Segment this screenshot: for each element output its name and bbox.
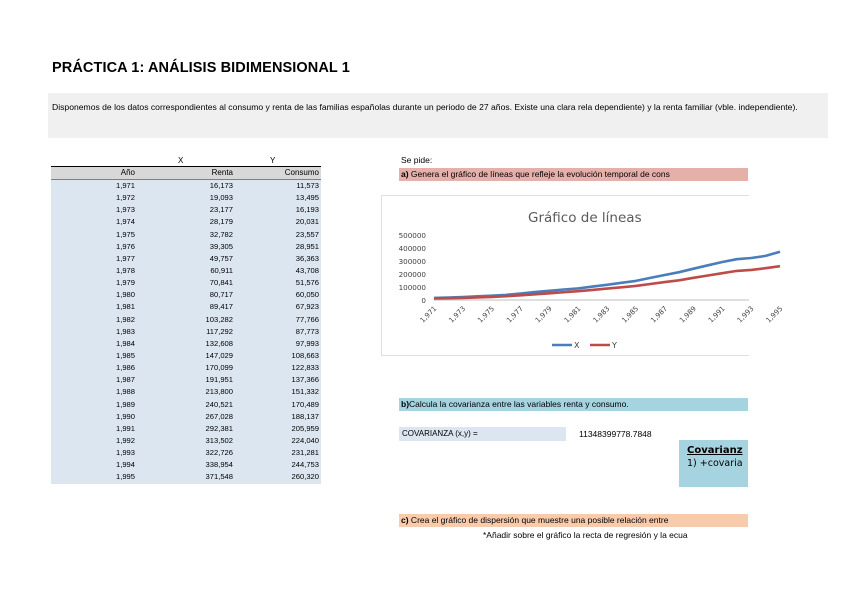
x-tick-label: 1,979 xyxy=(533,304,554,325)
x-tick-label: 1,971 xyxy=(418,304,439,325)
cell-year[interactable]: 1,973 xyxy=(115,205,135,215)
x-tick-label: 1,987 xyxy=(649,304,670,325)
cell-renta[interactable]: 292,381 xyxy=(205,423,233,433)
x-tick-label: 1,981 xyxy=(562,304,583,325)
table-row xyxy=(51,289,321,301)
cell-consumo[interactable]: 51,576 xyxy=(295,278,319,288)
cell-year[interactable]: 1,993 xyxy=(115,448,135,458)
cell-consumo[interactable]: 20,031 xyxy=(295,217,319,227)
cell-consumo[interactable]: 137,366 xyxy=(291,375,319,385)
cell-consumo[interactable]: 43,708 xyxy=(295,265,319,275)
cell-consumo[interactable]: 224,040 xyxy=(291,435,319,445)
cell-year[interactable]: 1,971 xyxy=(115,181,135,190)
y-tick-label: 300000 xyxy=(398,257,426,266)
table-row xyxy=(51,399,321,411)
table-row xyxy=(51,265,321,277)
legend-label-y: Y xyxy=(612,341,617,350)
cell-renta[interactable]: 213,800 xyxy=(205,387,233,397)
cell-consumo[interactable]: 67,923 xyxy=(295,302,319,312)
cell-renta[interactable]: 117,292 xyxy=(206,326,233,336)
y-tick-label: 500000 xyxy=(398,231,426,240)
covariance-note-box[interactable] xyxy=(679,440,748,487)
cell-renta[interactable]: 39,305 xyxy=(209,241,233,251)
cell-consumo[interactable]: 23,557 xyxy=(295,229,319,239)
table-row xyxy=(51,192,321,204)
table-row xyxy=(51,459,321,471)
table-row xyxy=(51,435,321,447)
cell-year[interactable]: 1,987 xyxy=(115,375,135,385)
task-b-letter: b) xyxy=(401,399,410,409)
cell-year[interactable]: 1,986 xyxy=(115,363,135,373)
intro-cell[interactable] xyxy=(48,93,828,138)
x-tick-label: 1,975 xyxy=(476,304,497,325)
x-tick-label: 1,989 xyxy=(678,304,698,325)
cell-year[interactable]: 1,978 xyxy=(115,265,135,275)
table-row xyxy=(51,338,321,350)
se-pide-label: Se pide: xyxy=(401,155,433,165)
table-row xyxy=(51,386,321,398)
cell-year[interactable]: 1,989 xyxy=(115,399,135,409)
x-tick-label: 1,983 xyxy=(591,304,612,325)
cell-renta[interactable]: 313,502 xyxy=(205,435,233,445)
cell-consumo[interactable]: 108,663 xyxy=(291,350,319,360)
table-row xyxy=(51,374,321,386)
cell-year[interactable]: 1,981 xyxy=(115,302,135,312)
x-tick-label: 1,985 xyxy=(620,304,641,325)
cell-renta[interactable]: 240,521 xyxy=(205,399,233,409)
task-b-cell[interactable] xyxy=(399,398,748,411)
task-c-text: Crea el gráfico de dispersión que muestre una posible relación entre xyxy=(408,515,669,525)
cell-renta[interactable]: 28,179 xyxy=(209,217,233,227)
header-renta[interactable]: Renta xyxy=(211,168,233,177)
cell-year[interactable]: 1,979 xyxy=(115,278,135,288)
table-row xyxy=(51,180,321,192)
cell-renta[interactable]: 60,911 xyxy=(210,265,233,275)
table-row xyxy=(51,229,321,241)
table-row xyxy=(51,277,321,289)
cell-year[interactable]: 1,991 xyxy=(115,423,135,433)
cell-consumo[interactable]: 151,332 xyxy=(291,387,319,397)
cell-year[interactable]: 1,995 xyxy=(115,472,135,482)
header-consumo[interactable]: Consumo xyxy=(284,168,319,177)
line-chart[interactable] xyxy=(381,195,785,356)
task-a-text: Genera el gráfico de líneas que refleje la evolución temporal de cons xyxy=(408,169,670,179)
header-year[interactable]: Año xyxy=(120,168,135,177)
regression-note: *Añadir sobre el gráfico la recta de regresión y la ecua xyxy=(483,530,688,540)
cell-renta[interactable]: 89,417 xyxy=(209,302,233,312)
cell-year[interactable]: 1,988 xyxy=(115,387,135,397)
table-row xyxy=(51,471,321,483)
table-row xyxy=(51,253,321,265)
cell-year[interactable]: 1,985 xyxy=(115,350,135,360)
cell-year[interactable]: 1,992 xyxy=(115,435,135,445)
cell-consumo[interactable]: 170,489 xyxy=(291,399,319,409)
x-tick-label: 1,993 xyxy=(735,304,756,325)
cell-consumo[interactable]: 97,993 xyxy=(295,338,319,348)
y-tick-label: 0 xyxy=(421,296,426,305)
y-tick-label: 400000 xyxy=(398,244,426,253)
cell-consumo[interactable]: 87,773 xyxy=(295,326,319,336)
cell-renta[interactable]: 147,029 xyxy=(205,350,233,360)
cell-renta[interactable]: 371,548 xyxy=(205,472,233,482)
cell-consumo[interactable]: 60,050 xyxy=(295,290,319,300)
cell-consumo[interactable]: 16,193 xyxy=(295,205,319,215)
task-c-cell[interactable] xyxy=(399,514,748,527)
cell-consumo[interactable]: 205,959 xyxy=(291,423,319,433)
cell-year[interactable]: 1,977 xyxy=(115,253,135,263)
cell-renta[interactable]: 267,028 xyxy=(205,411,233,421)
chart-title: Gráfico de líneas xyxy=(528,210,642,226)
series-line-y xyxy=(434,266,780,298)
covariance-label-cell[interactable] xyxy=(399,427,566,441)
series-line-x xyxy=(434,252,780,298)
x-variable-label: X xyxy=(178,156,184,165)
cell-year[interactable]: 1,980 xyxy=(115,290,135,300)
table-header xyxy=(51,166,321,180)
intro-text: Disponemos de los datos correspondientes al consumo y renta de las familias españolas durante un periodo de 27 años. Existe una clara rela dependiente) y la renta familiar (vble. independiente). xyxy=(52,102,798,112)
table-row xyxy=(51,362,321,374)
y-variable-label: Y xyxy=(270,156,276,165)
y-tick-label: 100000 xyxy=(398,283,426,292)
table-row xyxy=(51,326,321,338)
cell-renta[interactable]: 103,282 xyxy=(205,314,233,324)
page-title: PRÁCTICA 1: ANÁLISIS BIDIMENSIONAL 1 xyxy=(52,60,350,76)
cell-year[interactable]: 1,982 xyxy=(115,314,135,324)
cell-consumo[interactable]: 11,573 xyxy=(296,181,319,190)
cell-consumo[interactable]: 122,833 xyxy=(291,363,319,373)
cell-renta[interactable]: 132,608 xyxy=(205,338,233,348)
cell-renta[interactable]: 191,951 xyxy=(205,375,233,385)
cell-consumo[interactable]: 36,363 xyxy=(295,253,319,263)
line-chart-svg xyxy=(382,196,785,355)
task-a-cell[interactable] xyxy=(399,168,748,181)
table-row xyxy=(51,447,321,459)
cell-renta[interactable]: 80,717 xyxy=(209,290,233,300)
cell-consumo[interactable]: 231,281 xyxy=(291,448,319,458)
legend-label-x: X xyxy=(574,341,580,350)
table-body xyxy=(51,180,321,484)
table-row xyxy=(51,301,321,313)
cell-consumo[interactable]: 188,137 xyxy=(291,411,319,421)
x-tick-label: 1,977 xyxy=(505,304,525,325)
x-tick-label: 1,973 xyxy=(447,304,468,325)
x-tick-label: 1,991 xyxy=(706,304,727,325)
cell-consumo[interactable]: 260,320 xyxy=(291,472,319,482)
cell-renta[interactable]: 49,757 xyxy=(209,253,233,263)
table-row xyxy=(51,411,321,423)
cell-year[interactable]: 1,994 xyxy=(115,460,135,470)
cell-year[interactable]: 1,974 xyxy=(115,217,135,227)
table-row xyxy=(51,350,321,362)
covariance-label: COVARIANZA (x,y) = xyxy=(402,429,478,438)
table-row xyxy=(51,204,321,216)
table-row xyxy=(51,314,321,326)
cell-year[interactable]: 1,984 xyxy=(115,338,135,348)
cell-renta[interactable]: 322,726 xyxy=(205,448,233,458)
cell-consumo[interactable]: 77,766 xyxy=(295,314,319,324)
cell-renta[interactable]: 32,782 xyxy=(209,229,233,239)
variable-labels xyxy=(51,154,321,166)
task-c-letter: c) xyxy=(401,515,409,525)
cell-renta[interactable]: 338,954 xyxy=(205,460,233,470)
cell-renta[interactable]: 170,099 xyxy=(205,363,233,373)
table-row xyxy=(51,423,321,435)
table-row xyxy=(51,241,321,253)
cell-year[interactable]: 1,983 xyxy=(115,326,135,336)
cell-renta[interactable]: 16,173 xyxy=(209,181,233,190)
covariance-note-title: Covarianz xyxy=(687,445,743,456)
cell-consumo[interactable]: 244,753 xyxy=(291,460,319,470)
cell-year[interactable]: 1,976 xyxy=(115,241,135,251)
data-table xyxy=(51,154,321,484)
cell-consumo[interactable]: 28,951 xyxy=(295,241,319,251)
cell-consumo[interactable]: 13,495 xyxy=(295,193,319,203)
cell-year[interactable]: 1,990 xyxy=(115,411,135,421)
covariance-note-text: 1) +covaria xyxy=(687,458,743,469)
cell-year[interactable]: 1,975 xyxy=(115,229,135,239)
covariance-value[interactable]: 11348399778.7848 xyxy=(579,429,652,439)
table-row xyxy=(51,216,321,228)
cell-renta[interactable]: 23,177 xyxy=(209,205,233,215)
task-b-text: Calcula la covarianza entre las variables renta y consumo. xyxy=(409,399,629,409)
cell-year[interactable]: 1,972 xyxy=(115,193,135,203)
y-tick-label: 200000 xyxy=(398,270,426,279)
task-a-letter: a) xyxy=(401,169,409,179)
cell-renta[interactable]: 70,841 xyxy=(209,278,233,288)
x-tick-label: 1,995 xyxy=(764,304,785,325)
cell-renta[interactable]: 19,093 xyxy=(209,193,233,203)
